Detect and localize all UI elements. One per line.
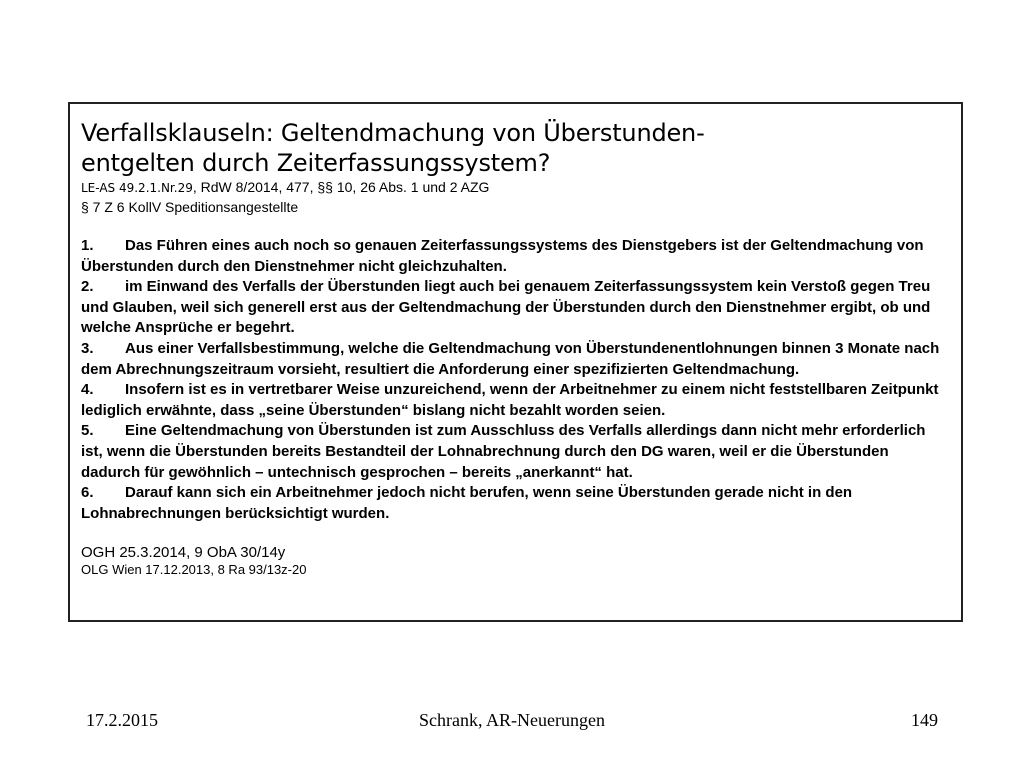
spacer (81, 217, 951, 236)
point-number: 5. (81, 422, 94, 440)
point-text: Das Führen eines auch noch so genauen Zeiterfassungssystems des Dienstgebers ist der Geltendmachung von Überstunden durch den Dienstnehmer nicht gleichzuhalten. (81, 237, 924, 275)
point-text: Aus einer Verfallsbestimmung, welche die Geltendmachung von Überstundenentlohnungen binnen 3 Monate nach dem Abrechnungszeitraum vorsieht, resultiert die Anforderung einer spezifizierten Geltendmachung. (81, 339, 940, 378)
footer-date: 17.2.2015 (86, 710, 158, 730)
point-number: 1. (81, 237, 94, 254)
point-item (81, 380, 951, 421)
citation-olg: OLG Wien 17.12.2013, 8 Ra 93/13z-20 (81, 562, 307, 578)
reference-line-2: § 7 Z 6 KollV Speditionsangestellte (81, 199, 299, 215)
point-item (81, 483, 951, 524)
point-item (81, 236, 951, 277)
footer-author-title: Schrank, AR-Neuerungen (419, 710, 605, 730)
point-number: 2. (81, 278, 94, 296)
point-text: Insofern ist es in vertretbarer Weise unzureichend, wenn der Arbeitnehmer zu einem nicht feststellbaren Zeitpunkt lediglich erwähnte, dass „seine Überstunden“ bislang nicht bezahlt worden seien. (81, 381, 939, 419)
point-item (81, 339, 951, 380)
citation-ogh: OGH 25.3.2014, 9 ObA 30/14y (81, 544, 286, 562)
reference-text: , RdW 8/2014, 477, §§ 10, 26 Abs. 1 und 2 AZG (192, 179, 490, 195)
title-line-1: Verfallsklauseln: Geltendmachung von Überstunden- (81, 119, 705, 147)
reference-code: LE-AS 49.2.1.Nr.29 (81, 181, 193, 195)
point-item (81, 421, 951, 483)
title-line-2: entgelten durch Zeiterfassungssystem? (81, 149, 551, 177)
point-number: 6. (81, 484, 94, 502)
point-text: im Einwand des Verfalls der Überstunden liegt auch bei genauem Zeiterfassungssystem kein Verstoß gegen Treu und Glauben, weil sich generell erst aus der Geltendmachung der Überstunden durch den Dienstnehmer ergibt, ob und welche Ansprüche er begehrt. (81, 278, 931, 337)
spacer (81, 524, 951, 543)
point-item (81, 277, 951, 339)
points-list (81, 236, 951, 524)
point-text: Darauf kann sich ein Arbeitnehmer jedoch nicht berufen, wenn seine Überstunden gerade nicht in den Lohnabrechnungen berücksichtigt wurden. (81, 484, 853, 522)
point-number: 4. (81, 381, 94, 399)
point-text: Eine Geltendmachung von Überstunden ist zum Ausschluss des Verfalls allerdings dann nicht mehr erforderlich ist, wenn die Überstunden bereits Bestandteil der Lohnabrechnung durch den DG waren, weil er die Überstunden dadurch für gewöhnlich – untechnisch gesprochen – bereits „anerkannt“ hat. (81, 422, 926, 481)
slide-title (81, 118, 951, 178)
content-box (68, 102, 963, 622)
point-number: 3. (81, 339, 94, 357)
reference-line (81, 178, 951, 198)
footer-page-number: 149 (911, 710, 938, 730)
